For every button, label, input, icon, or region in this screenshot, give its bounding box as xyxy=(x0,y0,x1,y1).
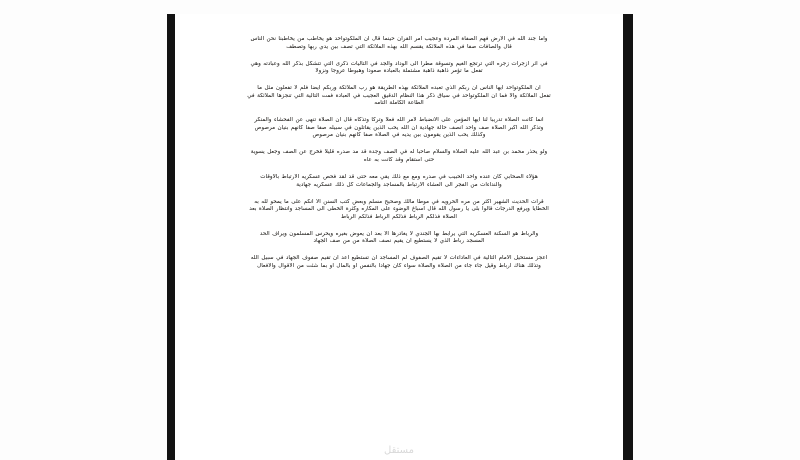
paragraph xyxy=(189,149,609,164)
text-line: الخطايا ويرفع الدرجات قالوا بلى يا رسول الله قال اسباغ الوضوء على المكاره وكثرة الخطى الى المساجد وانتظار الصلاة بعد xyxy=(249,206,549,213)
scanned-page-wrapper xyxy=(167,14,633,460)
paragraph xyxy=(189,199,609,222)
scan-edge-bar-right xyxy=(623,14,633,460)
text-line: المسجد رباط الذي لا يستطيع ان يقيم نصف الصلاة من من صف الجهاد xyxy=(313,238,485,245)
text-line: ولو يحذر محمد بن عبد الله عليه الصلاة والسلام صاحبا له في الصف وجدة قد مد صدره قليلا فخرج عن الصف وجعل يسوية xyxy=(250,149,548,156)
text-line: والرباط هو السكنة العسكريه التي يرابط بها الجندي لا يغادرها الا بعد ان يعوض بغيره ويحرس المسلمون ويرأف الحد xyxy=(259,230,539,237)
text-line: واما جند الله في الارض فهم الصفاة المردة وعجيب امر القران حينما قال ان الملكوتواحد هو يخاطب من يخاطبنا نحن الناس xyxy=(250,36,548,42)
text-line: قال والصافات صفا في هذه الملائكة يقسم الله بهذه الملائكة التي تصف بين يدي ربها وتصطف xyxy=(286,43,512,50)
text-line: تفعل ما تؤمر ذاهبة ذاهبة مشتملة بالعبادة صعودا وهبوطا عروجا ونزولا xyxy=(315,68,483,75)
text-line: تفعل الملائكة والا فما ان الملكوتواحد في سياق ذكر هذا النظام الدقيق العجيب في العبادة فمت التالية التي تنجزها الملائكة في xyxy=(247,92,551,99)
paragraph xyxy=(189,85,609,108)
watermark-text: مستقل xyxy=(384,445,414,456)
paragraph xyxy=(189,61,609,76)
text-line: الصلاة فذلكم الرباط فذلكم الرباط فذلكم الرباط xyxy=(341,213,457,220)
text-line: اعجز مستحيل الامام التالية في العاداءات لا تقيم الصفوف لم المساجد ان تستطيع اعد ان تقيم صفوف الجهاد في سبيل الله xyxy=(250,255,548,262)
paragraph xyxy=(189,36,609,51)
paragraph xyxy=(189,231,609,246)
text-line: وتذكر الله اكبر الصلاة صف واحد انصف حالة جهادية ان الله يحب الذين يقاتلون في سبيله صفا صفا كانهم بنيان مرصوص xyxy=(254,124,544,131)
text-line: وتذلك هناك ارباط وقيل جاء جاء من الصلاة والصلاة سواء كان جهادا بالنفس او بالمال او بما شئت من الاقوال والافعال xyxy=(257,262,541,269)
text-line: الطاعة الكاملة التامه xyxy=(374,100,424,107)
text-line: قرات الحديث الشهير اكثر من مره الحرويه في موطا مالك وصحيح مسلم وبعض كتب السنن الا انكم على ما يمحو لله به xyxy=(254,198,544,205)
text-line: في اثر ازجرات زجره التي ترتجع الغيم وتسوقة مطرا الى الوداد والجد في التاليات ذكرى التي تتشكل بذكر الله وعبادته وهي xyxy=(250,60,548,67)
scan-edge-bar-left xyxy=(167,14,175,460)
paragraph xyxy=(189,255,609,270)
document-text-body xyxy=(189,36,609,270)
text-line: هؤلاء الصحابي كان عنده واحد الحبيب في صدره ومع مع ذلك يقي معه حتى قد لقد فحص عسكريه الارتباط بالاوقات xyxy=(260,174,538,181)
paragraph xyxy=(189,117,609,140)
text-line: ان الملكوتواحد ايها الناس ان ربكم الذي تعبده الملائكة بهذه الطريقة هو رب الملائكة وربكم ايضا فلم لا تفعلون مثل ما xyxy=(257,85,541,92)
text-line: والنداءات من الفجر الى العشاء الارتباط بالمساجد والجماعات كل ذلك عسكريه جهادية xyxy=(296,181,502,188)
text-line: حتى استقام وقد كانت به عاه xyxy=(363,157,435,164)
document-page xyxy=(175,14,623,460)
paragraph xyxy=(189,174,609,189)
text-line: انما كانت الصلاة تدريبا لنا ايها المؤمن على الانضباط لامر الله فعلا وتركا وتذكاه قال ان الصلاة تنهى عن الفحشاء والمنكر xyxy=(254,117,544,124)
text-line: وكذلك يحب الذين يقومون بين يديه في الصلاة صفا كانهم بنيان مرصوص xyxy=(312,132,486,139)
